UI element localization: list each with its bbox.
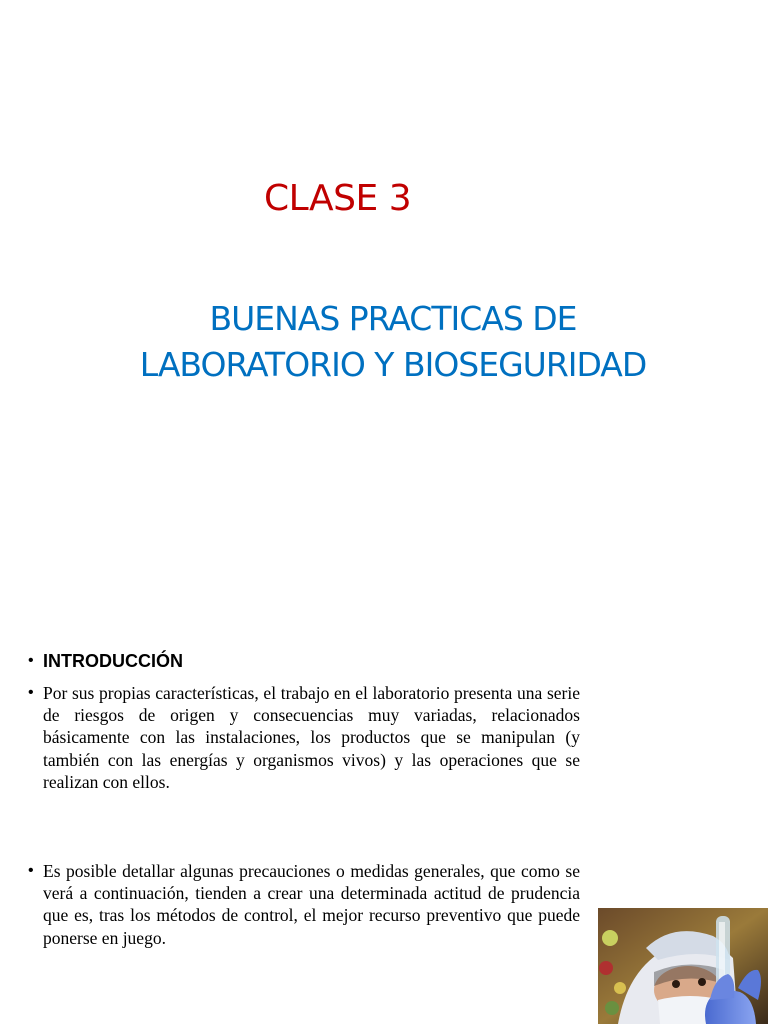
slide-title [100, 296, 686, 388]
class-label: CLASE 3 [264, 178, 412, 219]
bullet-dot-icon: • [28, 862, 34, 879]
bullet-dot-icon: • [28, 652, 34, 669]
lab-technician-photo [598, 908, 768, 1024]
slide-title-line-1: BUENAS PRACTICAS DE [209, 299, 577, 338]
bullet-paragraph-1 [28, 682, 580, 793]
section-heading: INTRODUCCIÓN [43, 651, 183, 671]
bullet-paragraph-2 [28, 860, 580, 949]
slide-title-line-2: LABORATORIO Y BIOSEGURIDAD [139, 345, 647, 384]
paragraph-text: Es posible detallar algunas precauciones o medidas generales, que como se verá a continuación, tienden a crear una determinada actitud de prudencia que es, tras los métodos de control, el mejor recurso preventivo que puede ponerse en juego. [43, 861, 580, 948]
bullet-introduccion [28, 650, 580, 672]
bullet-dot-icon: • [28, 684, 34, 701]
paragraph-text: Por sus propias características, el trabajo en el laboratorio presenta una serie de riesgos de origen y consecuencias muy variadas, relacionados básicamente con las instalaciones, los productos que se manipulan (y también con las energías y organismos vivos) y las operaciones que se realizan con ellos. [43, 683, 580, 792]
